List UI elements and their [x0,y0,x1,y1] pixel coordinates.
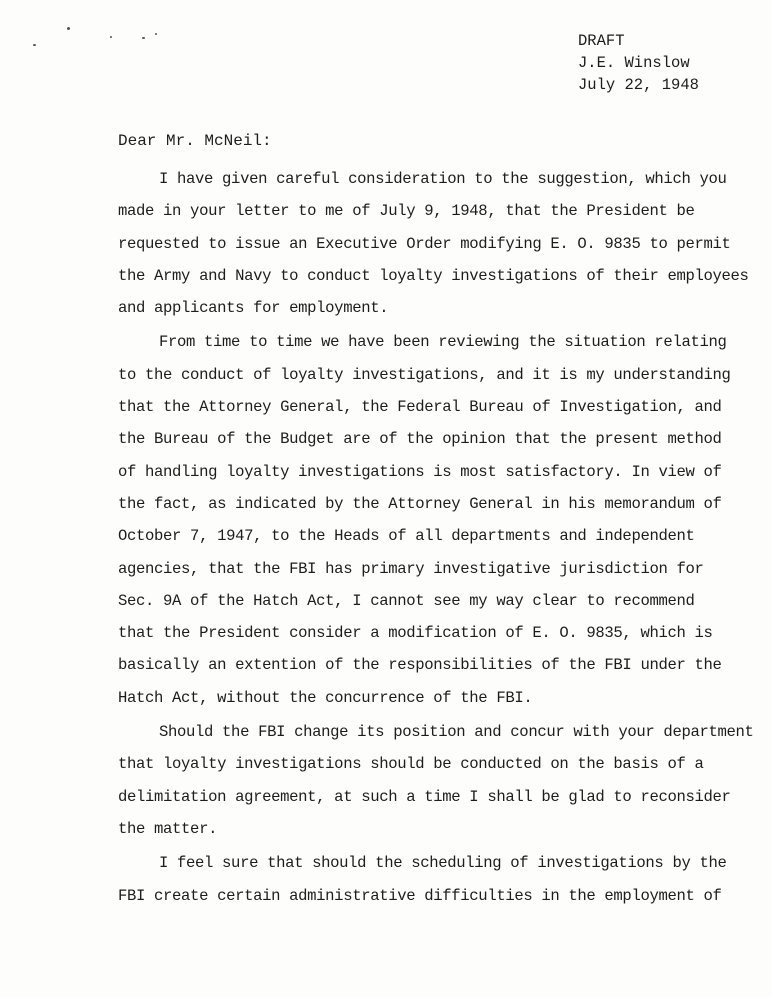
text-line: of handling loyalty investigations is most satisfactory. In view of [118,462,722,481]
text-line: that the President consider a modification of E. O. 9835, which is [118,624,713,643]
paper-speck [142,37,145,39]
text-line: agencies, that the FBI has primary investigative jurisdiction for [118,559,704,578]
paper-speck [155,33,157,35]
paper-speck [67,27,70,30]
text-line: the matter. [118,819,218,838]
paper-speck [33,44,36,46]
draft-header [578,30,699,96]
text-line: that loyalty investigations should be conducted on the basis of a [118,755,704,774]
text-line: the fact, as indicated by the Attorney General in his memorandum of [118,494,722,513]
paragraph-4 [118,847,727,912]
text-line: delimitation agreement, at such a time I shall be glad to reconsider [118,787,731,806]
draft-status: DRAFT [578,32,625,50]
text-line: Hatch Act, without the concurrence of the FBI. [118,688,533,707]
draft-author: J.E. Winslow [578,54,690,72]
text-line: Should the FBI change its position and concur with your department [159,723,754,742]
text-line: I have given careful consideration to the suggestion, which you [159,170,727,188]
text-line: the Bureau of the Budget are of the opinion that the present method [118,430,722,449]
paper-speck [110,36,112,38]
paragraph-1 [118,163,749,324]
letter-body [118,163,754,914]
text-line: and applicants for employment. [118,299,389,318]
text-line: that the Attorney General, the Federal Bureau of Investigation, and [118,398,722,417]
text-line: Sec. 9A of the Hatch Act, I cannot see my way clear to recommend [118,591,695,610]
salutation: Dear Mr. McNeil: [118,132,272,150]
text-line: FBI create certain administrative difficulties in the employment of [118,886,722,905]
paragraph-2 [118,326,731,714]
paragraph-3 [118,716,754,845]
text-line: requested to issue an Executive Order modifying E. O. 9835 to permit [118,234,731,253]
draft-date: July 22, 1948 [578,76,699,94]
text-line: October 7, 1947, to the Heads of all departments and independent [118,527,695,546]
text-line: made in your letter to me of July 9, 1948, that the President be [118,202,695,221]
text-line: the Army and Navy to conduct loyalty investigations of their employees [118,266,749,285]
text-line: I feel sure that should the scheduling of investigations by the [159,854,727,873]
text-line: From time to time we have been reviewing the situation relating [159,333,727,352]
text-line: to the conduct of loyalty investigations, and it is my understanding [118,365,731,384]
text-line: basically an extention of the responsibilities of the FBI under the [118,656,722,675]
